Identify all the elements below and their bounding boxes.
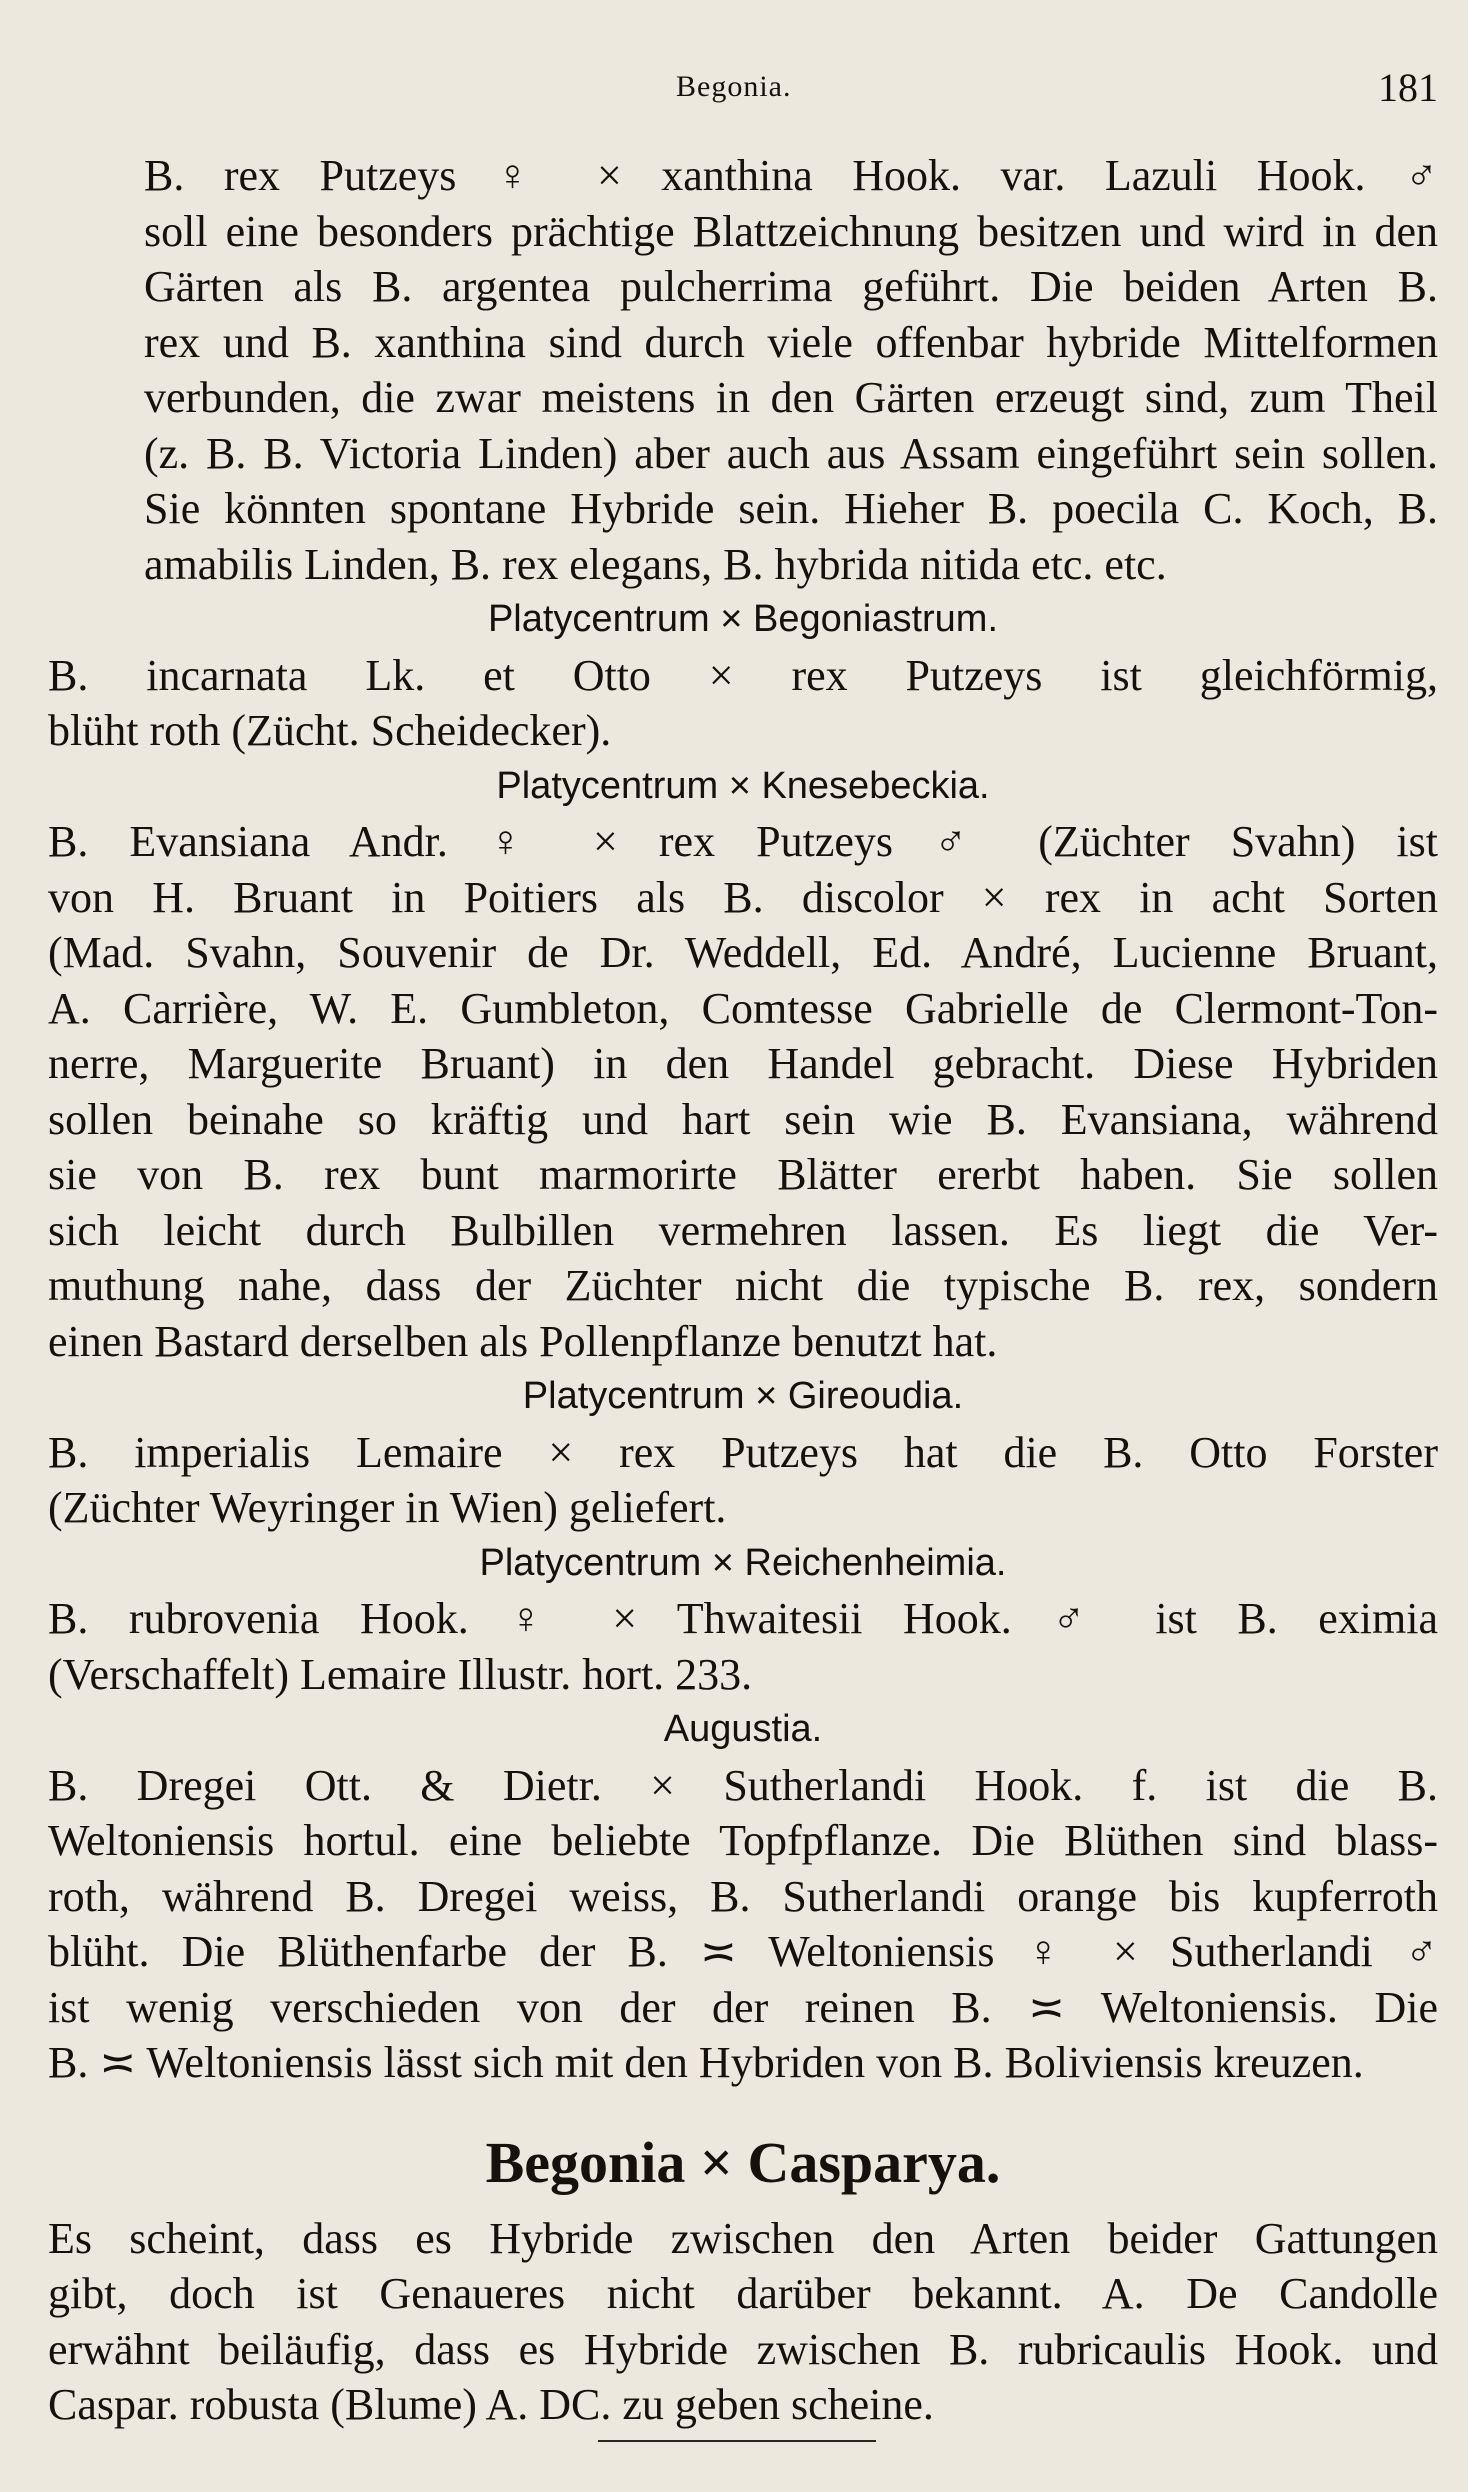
text-line: B. imperialis Lemaire × rex Putzeys hat die B. Otto Forster xyxy=(48,1427,1438,1477)
text-line: erwähnt beiläufig, dass es Hybride zwischen B. rubricaulis Hook. und xyxy=(48,2324,1438,2374)
text-line: soll eine besonders prächtige Blattzeichnung besitzen und wird in den xyxy=(144,206,1438,256)
text-line: sich leicht durch Bulbillen vermehren lassen. Es liegt die Ver- xyxy=(48,1205,1438,1255)
text-line: B. rex Putzeys ♀ × xanthina Hook. var. Lazuli Hook. ♂ xyxy=(144,151,1438,200)
text-line: B. Evansiana Andr. ♀ × rex Putzeys ♂ (Züchter Svahn) ist xyxy=(48,817,1438,866)
text-line: rex und B. xanthina sind durch viele offenbar hybride Mittelformen xyxy=(144,317,1438,367)
text-line: einen Bastard derselben als Pollenpflanze benutzt hat. xyxy=(48,1316,998,1366)
paragraph-incarnata xyxy=(48,648,1438,759)
page-body xyxy=(48,148,1438,2433)
text-line: Sie könnten spontane Hybride sein. Hieher B. poecila C. Koch, B. xyxy=(144,484,1438,533)
running-title: Begonia. xyxy=(676,70,792,103)
text-line: gibt, doch ist Genaueres nicht darüber bekannt. A. De Candolle xyxy=(48,2269,1438,2318)
subheading-begoniastrum: Platycentrum × Begoniastrum. xyxy=(487,598,999,640)
text-line: roth, während B. Dregei weiss, B. Sutherlandi orange bis kupferroth xyxy=(48,1871,1438,1921)
text-line: (Verschaffelt) Lemaire Illustr. hort. 233. xyxy=(48,1649,753,1699)
text-line: (Mad. Svahn, Souvenir de Dr. Weddell, Ed. André, Lucienne Bruant, xyxy=(48,928,1438,977)
text-line: muthung nahe, dass der Züchter nicht die typische B. rex, sondern xyxy=(48,1261,1438,1310)
text-line: ist wenig verschieden von der der reinen B. ≍ Weltoniensis. Die xyxy=(48,1982,1438,2032)
text-line: B. ≍ Weltoniensis lässt sich mit den Hybriden von B. Boliviensis kreuzen. xyxy=(48,2038,1364,2087)
text-line: sie von B. rex bunt marmorirte Blätter ererbt haben. Sie sollen xyxy=(48,1150,1438,1199)
running-header xyxy=(0,64,1468,124)
text-line: amabilis Linden, B. rex elegans, B. hybrida nitida etc. etc. xyxy=(144,539,1167,589)
text-line: (z. B. B. Victoria Linden) aber auch aus Assam eingeführt sein sollen. xyxy=(144,428,1438,478)
text-line: B. Dregei Ott. & Dietr. × Sutherlandi Hook. f. ist die B. xyxy=(48,1760,1438,1810)
paragraph-evansiana xyxy=(48,814,1438,1369)
paragraph-rubrovenia xyxy=(48,1591,1438,1702)
text-line: blüht. Die Blüthenfarbe der B. ≍ Weltoniensis ♀ × Sutherlandi ♂ xyxy=(48,1927,1438,1976)
subheading-knesebeckia: Platycentrum × Knesebeckia. xyxy=(496,764,990,807)
text-line: sollen beinahe so kräftig und hart sein wie B. Evansiana, während xyxy=(48,1094,1438,1144)
text-line: Caspar. robusta (Blume) A. DC. zu geben scheine. xyxy=(48,2380,934,2429)
section-title: Begonia × Casparya. xyxy=(485,2129,1001,2195)
subheading-gireoudia: Platycentrum × Gireoudia. xyxy=(522,1375,964,1417)
text-line: B. rubrovenia Hook. ♀ × Thwaitesii Hook. ♂ ist B. eximia xyxy=(48,1594,1438,1643)
text-line: verbunden, die zwar meistens in den Gärten erzeugt sind, zum Theil xyxy=(144,373,1438,422)
text-line: von H. Bruant in Poitiers als B. discolor × rex in acht Sorten xyxy=(48,872,1438,922)
closing-rule xyxy=(598,2440,876,2442)
paragraph-rex-xanthina xyxy=(48,148,1438,592)
paragraph-imperialis xyxy=(48,1425,1438,1536)
text-line: blüht roth (Zücht. Scheidecker). xyxy=(48,706,612,755)
paragraph-dregei xyxy=(48,1758,1438,2091)
text-line: B. incarnata Lk. et Otto × rex Putzeys ist gleichförmig, xyxy=(48,650,1438,700)
text-line: (Züchter Weyringer in Wien) geliefert. xyxy=(48,1483,727,1532)
text-line: Gärten als B. argentea pulcherrima geführt. Die beiden Arten B. xyxy=(144,262,1438,311)
subheading-augustia: Augustia. xyxy=(663,1708,823,1750)
text-line: A. Carrière, W. E. Gumbleton, Comtesse Gabrielle de Clermont-Ton- xyxy=(48,983,1438,1033)
paragraph-casparya xyxy=(48,2211,1438,2433)
text-line: nerre, Marguerite Bruant) in den Handel gebracht. Diese Hybriden xyxy=(48,1039,1438,1088)
text-line: Es scheint, dass es Hybride zwischen den Arten beider Gattungen xyxy=(48,2213,1438,2263)
text-line: Weltoniensis hortul. eine beliebte Topfpflanze. Die Blüthen sind blass- xyxy=(48,1816,1438,1865)
subheading-reichenheimia: Platycentrum × Reichenheimia. xyxy=(479,1541,1007,1584)
page-number: 181 xyxy=(1378,65,1438,110)
